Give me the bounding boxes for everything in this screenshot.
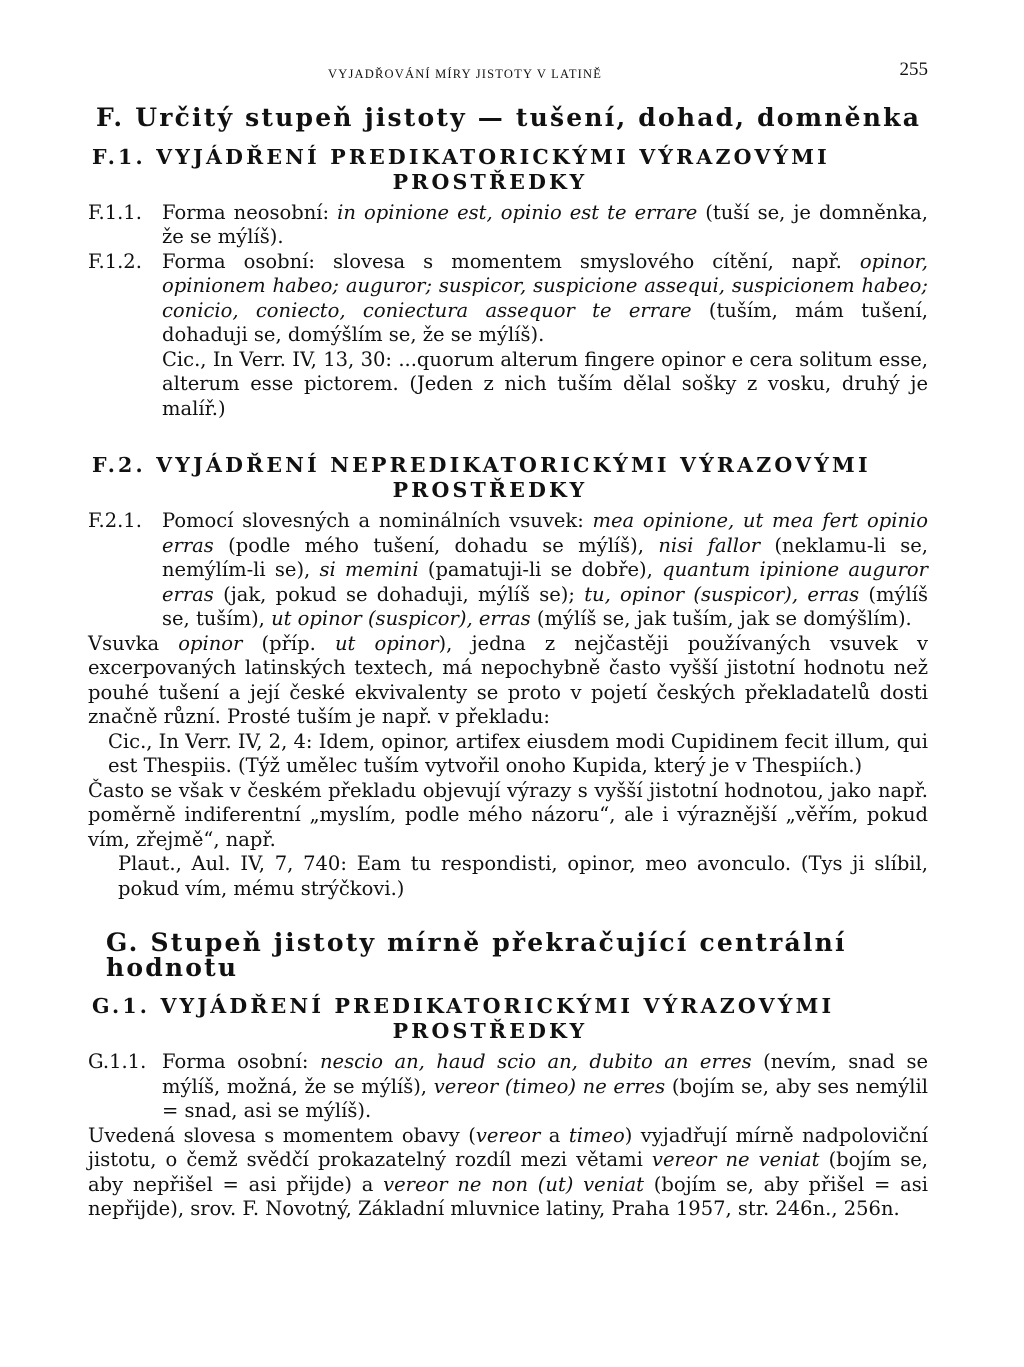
subsection-f1-heading-line2: PROSTŘEDKY: [392, 169, 588, 194]
paragraph-text: Forma osobní: slovesa s momentem smyslového cítění, např. opinor, opinionem habeo; auguror; suspicor, suspicione assequi, suspicionem habeo; conicio, coniecto, coniectura assequor te errare (tuším, mám tušení, dohaduji se, domýšlím se, že se mýlíš).: [162, 249, 928, 346]
section-f-heading: F. Určitý stupeň jistoty — tušení, dohad, domněnka: [96, 103, 922, 132]
subsection-f1-heading-line1: F.1. VYJÁDŘENÍ PREDIKATORICKÝMI VÝRAZOVÝMI: [92, 144, 830, 169]
running-title: VYJADŘOVÁNÍ MÍRY JISTOTY V LATINĚ: [328, 67, 603, 81]
paragraph-text: Forma neosobní: in opinione est, opinio est te errare (tuší se, je domněnka, že se mýlíš).: [162, 200, 928, 248]
example-f12: [88, 348, 928, 422]
paragraph-number: G.1.1.: [88, 1050, 147, 1073]
paragraph-f11: [88, 201, 928, 250]
paragraph-casto: Často se však v českém překladu objevují výrazy s vyšší jistotní hodnotou, jako např. poměrně indiferentní „myslím, podle mého názoru“, ale i výraznější „věřím, pokud vím, zřejmě“, např.: [88, 778, 928, 851]
subsection-g1-heading-line2: PROSTŘEDKY: [392, 1019, 588, 1043]
subsection-f2-heading-line1: F.2. VYJÁDŘENÍ NEPREDIKATORICKÝMI VÝRAZOVÝMI: [92, 453, 871, 477]
paragraph-number: F.2.1.: [88, 509, 142, 532]
paragraph-text: Forma osobní: nescio an, haud scio an, dubito an erres (nevím, snad se mýlíš, možná, že se mýlíš), vereor (timeo) ne erres (bojím se, aby ses nemýlil = snad, asi se mýlíš).: [162, 1050, 929, 1122]
section-g-heading: G. Stupeň jistoty mírně překračující centrální hodnotu: [106, 928, 847, 982]
example-citation: Cic., In Verr. IV, 13, 30:: [162, 347, 399, 371]
paragraph-vsuvka: Vsuvka opinor (příp. ut opinor), jedna z nejčastěji používaných vsuvek v excerpovaných latinských textech, má nepochybně často vyšší jistotní hodnotu než pouhé tušení a její české ekvivalenty se proto v pojetí českých překladatelů dosti značně různí. Prosté tuším je např. v překladu:: [88, 631, 928, 728]
example-text: Eam tu respondisti, opinor, meo avonculo. (Tys ji slíbil, pokud vím, mému strýčkovi.): [118, 852, 928, 900]
paragraph-g11: [88, 1050, 928, 1124]
subsection-f2-heading: [92, 453, 928, 503]
subsection-g1-heading-line1: G.1. VYJÁDŘENÍ PREDIKATORICKÝMI VÝRAZOVÝMI: [92, 994, 835, 1018]
example-text: Idem, opinor, artifex eiusdem modi Cupidinem fecit illum, qui est Thespiis. (Týž umělec tuším vytvořil onoho Kupida, který je v Thespiích.): [108, 729, 928, 777]
running-head: [88, 52, 928, 81]
paragraph-number: F.1.2.: [88, 249, 142, 273]
paragraph-text: Pomocí slovesných a nominálních vsuvek: mea opinione, ut mea fert opinio erras (podle mého tušení, dohadu se mýlíš), nisi fallor (neklamu-li se, nemýlím-li se), si memini (pamatuji-li se dobře), quantum ipinione auguror erras (jak, pokud se dohaduji, mýlíš se); tu, opinor (suspicor), erras (mýlíš se, tuším), ut opinor (suspicor), erras (mýlíš se, jak tuším, jak se domýšlím).: [162, 509, 929, 630]
paragraph-f12: [88, 250, 928, 348]
example-plaut: [88, 852, 928, 901]
example-text: ...quorum alterum fingere opinor e cera solitum esse, alterum esse pictorem. (Jeden z nich tuším dělal sošky z vosku, druhý je malíř.): [162, 347, 928, 420]
paragraph-number: F.1.1.: [88, 200, 142, 224]
subsection-f1-heading: [92, 145, 928, 195]
example-citation: Plaut., Aul. IV, 7, 740:: [118, 852, 357, 875]
subsection-f2-heading-line2: PROSTŘEDKY: [392, 478, 588, 502]
page-number: 255: [899, 59, 928, 80]
subsection-g1-heading: [92, 994, 928, 1044]
example-verr: [88, 730, 928, 779]
paragraph-f21: [88, 509, 928, 632]
paragraph-uvedena: Uvedená slovesa s momentem obavy (vereor a timeo) vyjadřují mírně nadpoloviční jistotu, o čemž svědčí prokazatelný rozdíl mezi větami vereor ne veniat (bojím se, aby nepřišel = asi přijde) a vereor ne non (ut) veniat (bojím se, aby přišel = asi nepřijde), srov. F. Novotný, Základní mluvnice latiny, Praha 1957, str. 246n., 256n.: [88, 1123, 929, 1220]
example-citation: Cic., In Verr. IV, 2, 4:: [108, 729, 319, 753]
